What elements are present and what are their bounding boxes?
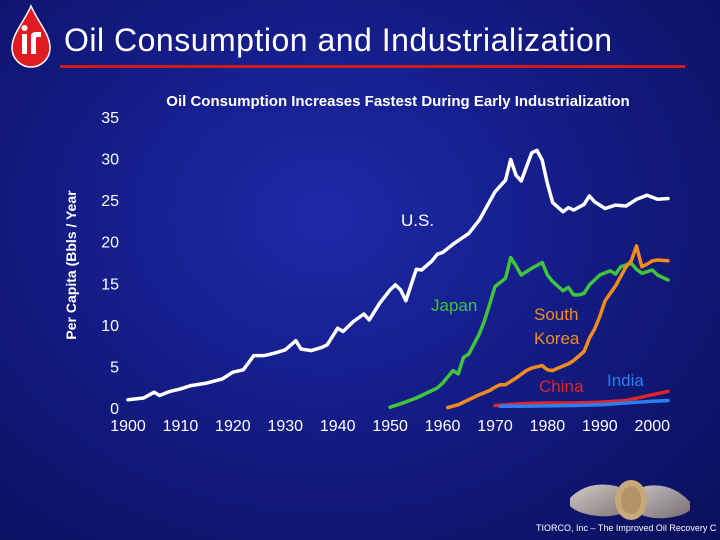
x-axis-ticks (110, 418, 670, 435)
x-tick-label: 1940 (319, 418, 356, 435)
x-tick-label: 1910 (162, 418, 199, 435)
x-tick-label: 1980 (529, 418, 566, 435)
x-tick-label: 1970 (477, 418, 513, 435)
x-tick-label: 1900 (110, 418, 146, 435)
y-tick-label: 10 (101, 317, 119, 335)
x-tick-label: 1990 (582, 418, 618, 435)
y-tick-label: 20 (101, 234, 119, 252)
chart-title: Oil Consumption Increases Fastest During Early Industrialization (166, 93, 630, 110)
y-tick-label: 25 (101, 193, 119, 211)
y-axis-label: Per Capita (Bbls / Year (63, 190, 79, 340)
label-us: U.S. (401, 211, 435, 230)
hands-photo (568, 468, 693, 526)
y-tick-label: 35 (101, 110, 119, 127)
y-tick-label: 30 (101, 151, 119, 169)
x-tick-label: 2000 (634, 418, 671, 435)
label-korea: Korea (534, 329, 580, 348)
label-japan: Japan (431, 296, 478, 315)
x-tick-label: 1930 (267, 418, 304, 435)
label-china: China (539, 377, 584, 396)
y-axis-ticks (101, 110, 119, 418)
x-tick-label: 1960 (424, 418, 461, 435)
footer-credit: TIORCO, Inc – The Improved Oil Recovery C (536, 523, 717, 533)
y-tick-label: 15 (101, 276, 119, 294)
label-india: India (607, 371, 644, 390)
series-line-u-s (128, 150, 668, 399)
label-south: South (534, 305, 579, 324)
x-tick-label: 1950 (372, 418, 408, 435)
y-tick-label: 0 (110, 401, 119, 418)
y-tick-label: 5 (110, 359, 119, 377)
x-tick-label: 1920 (215, 418, 251, 435)
slide-title: Oil Consumption and Industrialization (64, 22, 613, 58)
series-lines (128, 150, 668, 407)
series-labels (401, 211, 644, 396)
